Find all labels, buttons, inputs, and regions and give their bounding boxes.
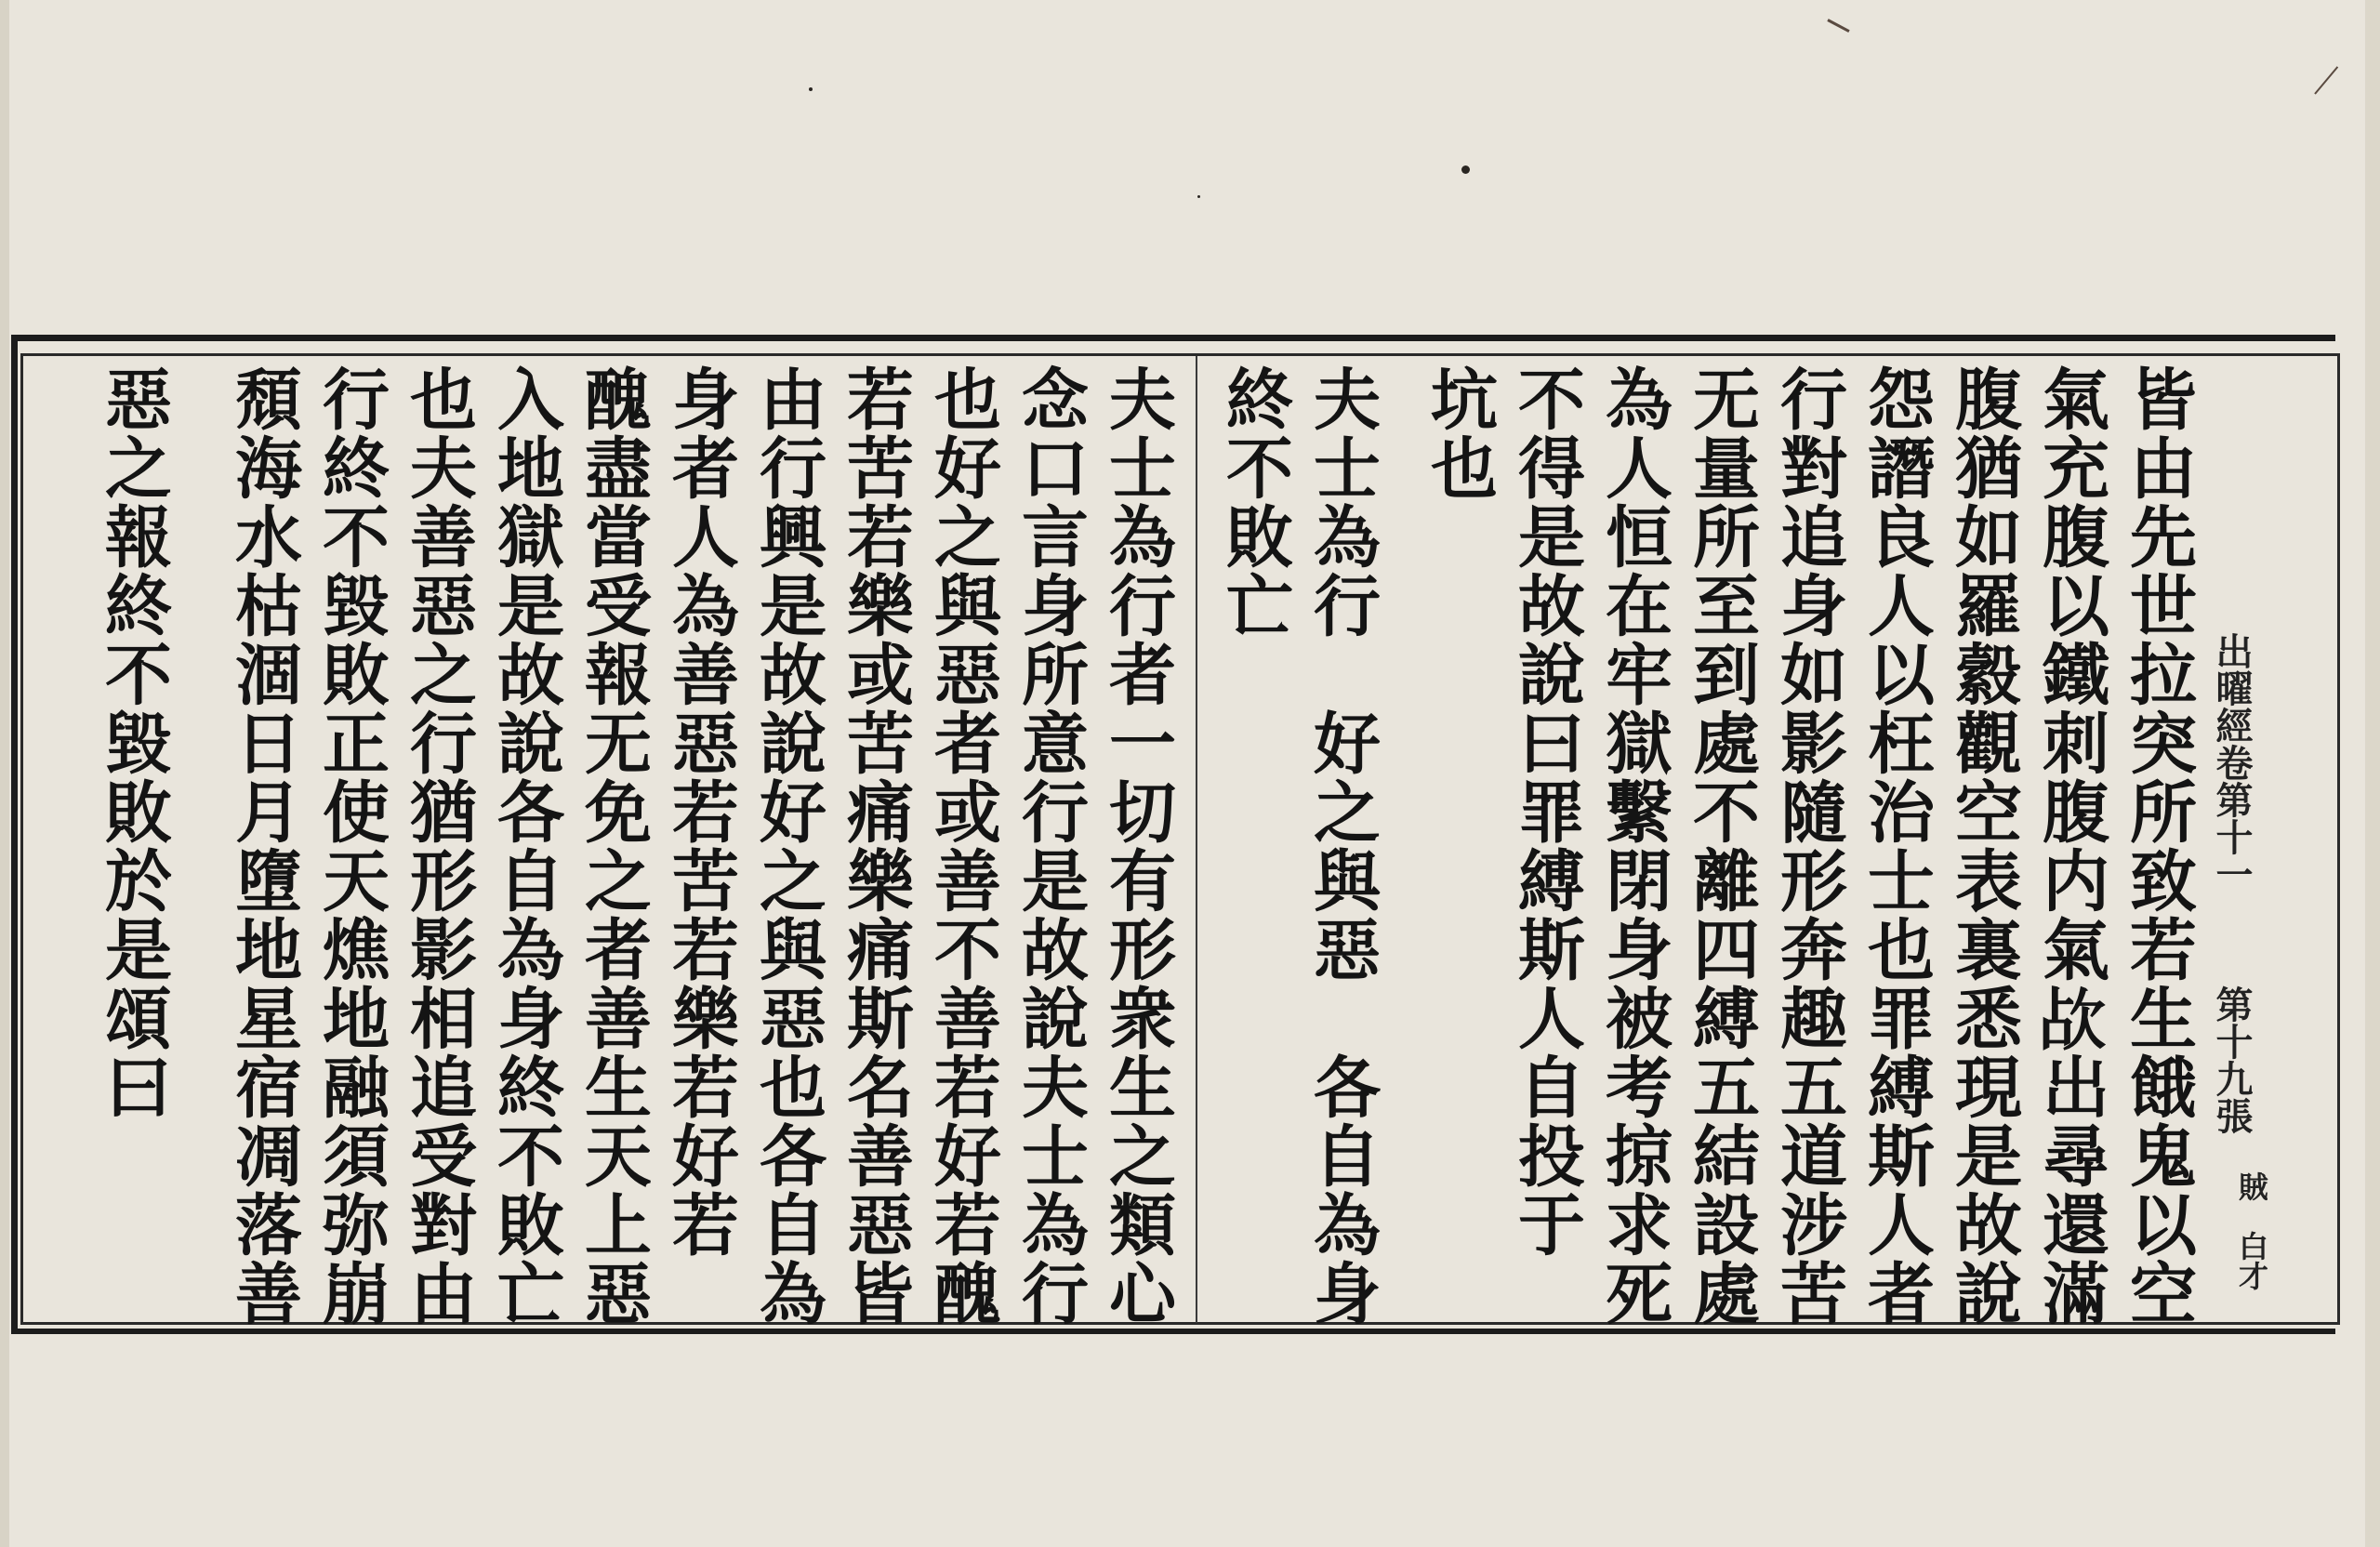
- text-column: 行對追身如影隨形奔趣五道涉苦: [1769, 364, 1848, 1328]
- text-column: 坑也: [1420, 364, 1499, 502]
- ink-speck: [809, 87, 813, 91]
- paper-tear-mark: [1827, 19, 1849, 33]
- text-column: 怨譖良人以枉治士也罪縛斯人者: [1857, 364, 1936, 1328]
- text-column: 念口言身所意行是故說夫士為行: [1011, 364, 1090, 1328]
- paper-right-edge: [2365, 0, 2380, 1547]
- ink-speck: [1197, 195, 1200, 198]
- margin-carver-name: 賊 白才: [2234, 1171, 2269, 1290]
- paper-tear-mark: [2314, 66, 2338, 94]
- text-column: 入地獄是故說各自為身終不敗亡: [486, 364, 565, 1328]
- text-column: 為人恒在牢獄繫閉身被考掠求死: [1594, 364, 1673, 1328]
- verse-column: 夫士為行 好之與惡 各自為身: [1302, 364, 1382, 1328]
- margin-sheet-number: 第十九張: [2210, 985, 2254, 1134]
- text-column: 醜盡當受報无免之者善生天上惡: [574, 364, 653, 1328]
- text-column: 皆由先世拉突所致若生餓鬼以空: [2119, 364, 2198, 1328]
- text-column: 行終不毀敗正使天燋地融須弥崩: [311, 364, 390, 1328]
- text-column: 氣充腹以鐵刺腹内氣𣢤出尋還滿: [2031, 364, 2110, 1328]
- paper-left-edge: [0, 0, 9, 1547]
- text-column: 身者人為善惡若苦若樂若好若: [661, 364, 740, 1259]
- text-column: 腹猶如羅縠觀空表裏悉現是故說: [1944, 364, 2023, 1328]
- text-column: 若苦若樂或苦痛樂痛斯名善惡皆: [836, 364, 915, 1328]
- verse-column: 終不敗亡: [1215, 364, 1294, 640]
- text-column: 不得是故說曰罪縛斯人自投于: [1507, 364, 1586, 1259]
- text-column: 惡之報終不毀敗於是頌曰: [94, 364, 173, 1121]
- text-column: 由行興是故說好之與惡也各自為: [748, 364, 827, 1328]
- column-divider-line: [1196, 356, 1197, 1323]
- text-column: 夫士為行者一切有形衆生之類心: [1098, 364, 1177, 1328]
- ink-speck: [1461, 165, 1470, 174]
- text-column: 也好之與惡者或善不善若好若醜: [923, 364, 1002, 1328]
- text-column: 也夫善惡之行猶形影相追受對由: [399, 364, 478, 1328]
- text-column: 頹海水枯涸日月墮地星宿凋落善: [224, 364, 303, 1328]
- text-column: 无量所至到處不離四縛五結設處: [1682, 364, 1761, 1328]
- margin-sutra-title: 出曜經卷第十一: [2210, 632, 2254, 892]
